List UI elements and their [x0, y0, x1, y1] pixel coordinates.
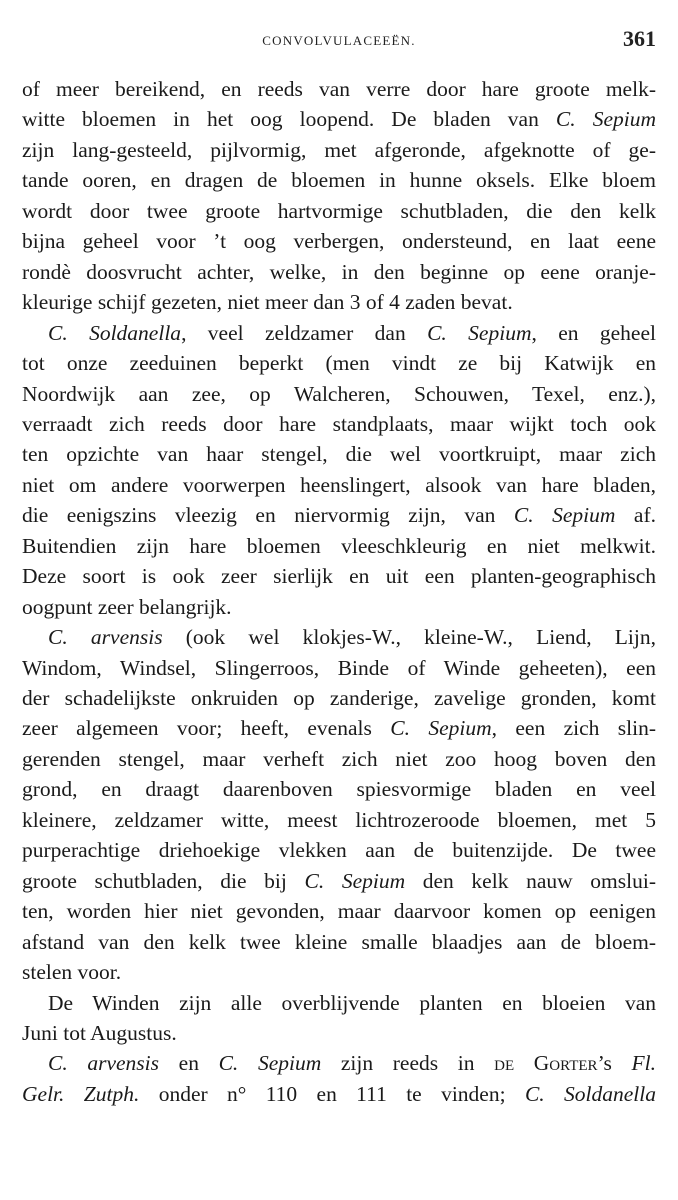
text-span: (ook wel klokjes-W., kleine-W., Liend, Lijn, — [162, 625, 657, 650]
text-line — [22, 653, 656, 683]
small-caps-text: de Gorter — [494, 1051, 598, 1076]
text-span: en — [159, 1051, 219, 1076]
text-line — [22, 226, 656, 256]
italic-text: C. arvensis — [48, 1051, 160, 1076]
text-line — [22, 774, 656, 804]
text-span: stelen voor. — [22, 960, 122, 985]
text-span: grond, en draagt daarenboven spiesvormige bladen en veel — [22, 777, 656, 802]
text-span: die eenigszins vleezig en niervormig zijn, van — [22, 503, 514, 528]
text-line — [22, 74, 656, 104]
text-line — [22, 165, 656, 195]
running-header-title: CONVOLVULACEEËN. — [262, 33, 416, 48]
text-span: gerenden stengel, maar verheft zich niet zoo hoog boven den — [22, 746, 656, 771]
italic-text: Gelr. Zutph. — [22, 1081, 140, 1106]
text-span: rondè doosvrucht achter, welke, in den beginne op eene oranje- — [22, 259, 656, 284]
text-line — [22, 561, 656, 591]
italic-text: C. Sepium — [304, 868, 406, 893]
text-span: af. — [615, 503, 657, 528]
text-span: wordt door twee groote hartvormige schutbladen, die den kelk — [22, 198, 656, 223]
italic-text: C. Sepium — [218, 1051, 322, 1076]
text-span: tot onze zeeduinen beperkt (men vindt ze bij Katwijk en — [22, 351, 656, 376]
text-line — [22, 1079, 656, 1109]
text-span: of meer bereikend, en reeds van verre door hare groote melk- — [22, 77, 656, 101]
text-span: zeer algemeen voor; heeft, evenals — [22, 716, 391, 741]
text-span: , veel zeldzamer dan — [181, 320, 428, 345]
text-line — [22, 744, 656, 774]
text-line — [22, 318, 656, 348]
text-span: ten, worden hier niet gevonden, maar daarvoor komen op eenigen — [22, 899, 656, 924]
italic-text: C. Soldanella — [48, 320, 182, 345]
text-span: zijn lang-gesteeld, pijlvormig, met afgeronde, afgeknotte of ge- — [22, 137, 656, 162]
text-span: den kelk nauw omslui- — [405, 868, 656, 893]
text-line — [22, 957, 656, 987]
text-line — [22, 409, 656, 439]
text-line — [22, 257, 656, 287]
text-span: De Winden zijn alle overblijvende planten en bloeien van — [48, 990, 656, 1015]
text-span: purperachtige driehoekige vlekken aan de buitenzijde. De twee — [22, 838, 656, 863]
text-span: , een zich slin- — [491, 716, 656, 741]
text-line — [22, 835, 656, 865]
text-span: der schadelijkste onkruiden op zanderige, zavelige gronden, komt — [22, 686, 656, 710]
text-line — [22, 988, 656, 1018]
text-span: verraadt zich reeds door hare standplaats, maar wijkt toch ook — [22, 411, 656, 436]
text-line — [22, 104, 656, 134]
text-span: bijna geheel voor ’t oog verbergen, ondersteund, en laat eene — [22, 229, 656, 254]
text-span: Juni tot Augustus. — [22, 1020, 177, 1045]
text-line — [22, 927, 656, 957]
text-line — [22, 379, 656, 409]
text-line — [22, 592, 656, 622]
text-line — [22, 196, 656, 226]
italic-text: C. Sepium — [390, 716, 492, 741]
text-span: witte bloemen in het oog loopend. De bladen van — [22, 107, 556, 132]
text-span: ’s — [597, 1051, 632, 1076]
italic-text: C. Sepium — [555, 107, 656, 132]
text-span: afstand van den kelk twee kleine smalle blaadjes aan de bloem- — [22, 929, 656, 954]
text-span: , en geheel — [531, 320, 656, 345]
italic-text: C. Sepium — [513, 503, 616, 528]
text-span: oogpunt zeer belangrijk. — [22, 594, 232, 619]
text-line — [22, 622, 656, 652]
text-line — [22, 683, 656, 713]
italic-text: Fl. — [631, 1051, 657, 1076]
text-line — [22, 348, 656, 378]
text-span: ten opzichte van haar stengel, die wel voortkruipt, maar zich — [22, 442, 656, 467]
italic-text: C. arvensis — [48, 625, 163, 650]
text-span: groote schutbladen, die bij — [22, 868, 305, 893]
text-span: onder n° 110 en 111 te vinden; — [139, 1081, 525, 1106]
text-span: kleinere, zeldzamer witte, meest lichtrozeroode bloemen, met 5 — [22, 807, 656, 832]
text-span: tande ooren, en dragen de bloemen in hunne oksels. Elke bloem — [22, 168, 656, 193]
italic-text: C. Sepium — [427, 320, 532, 345]
text-line — [22, 866, 656, 896]
page-number: 361 — [623, 26, 656, 51]
text-line — [22, 1018, 656, 1048]
italic-text: C. Soldanella — [524, 1081, 656, 1106]
text-line — [22, 287, 656, 317]
text-line — [22, 500, 656, 530]
text-span: zijn reeds in — [321, 1051, 495, 1076]
text-line — [22, 713, 656, 743]
text-line — [22, 135, 656, 165]
text-span: Noordwijk aan zee, op Walcheren, Schouwen, Texel, enz.), — [22, 381, 656, 406]
text-line — [22, 896, 656, 926]
text-span: niet om andere voorwerpen heenslingert, alsook van hare bladen, — [22, 472, 656, 497]
text-line — [22, 805, 656, 835]
text-span: kleurige schijf gezeten, niet meer dan 3 of 4 zaden bevat. — [22, 290, 513, 315]
text-line — [22, 531, 656, 561]
text-span: Deze soort is ook zeer sierlijk en uit een planten-geographisch — [22, 564, 656, 589]
text-line — [22, 470, 656, 500]
text-line — [22, 439, 656, 469]
text-span: Windom, Windsel, Slingerroos, Binde of Winde geheeten), een — [22, 655, 656, 680]
text-line — [22, 1048, 656, 1078]
text-span: Buitendien zijn hare bloemen vleeschkleurig en niet melkwit. — [22, 533, 656, 558]
